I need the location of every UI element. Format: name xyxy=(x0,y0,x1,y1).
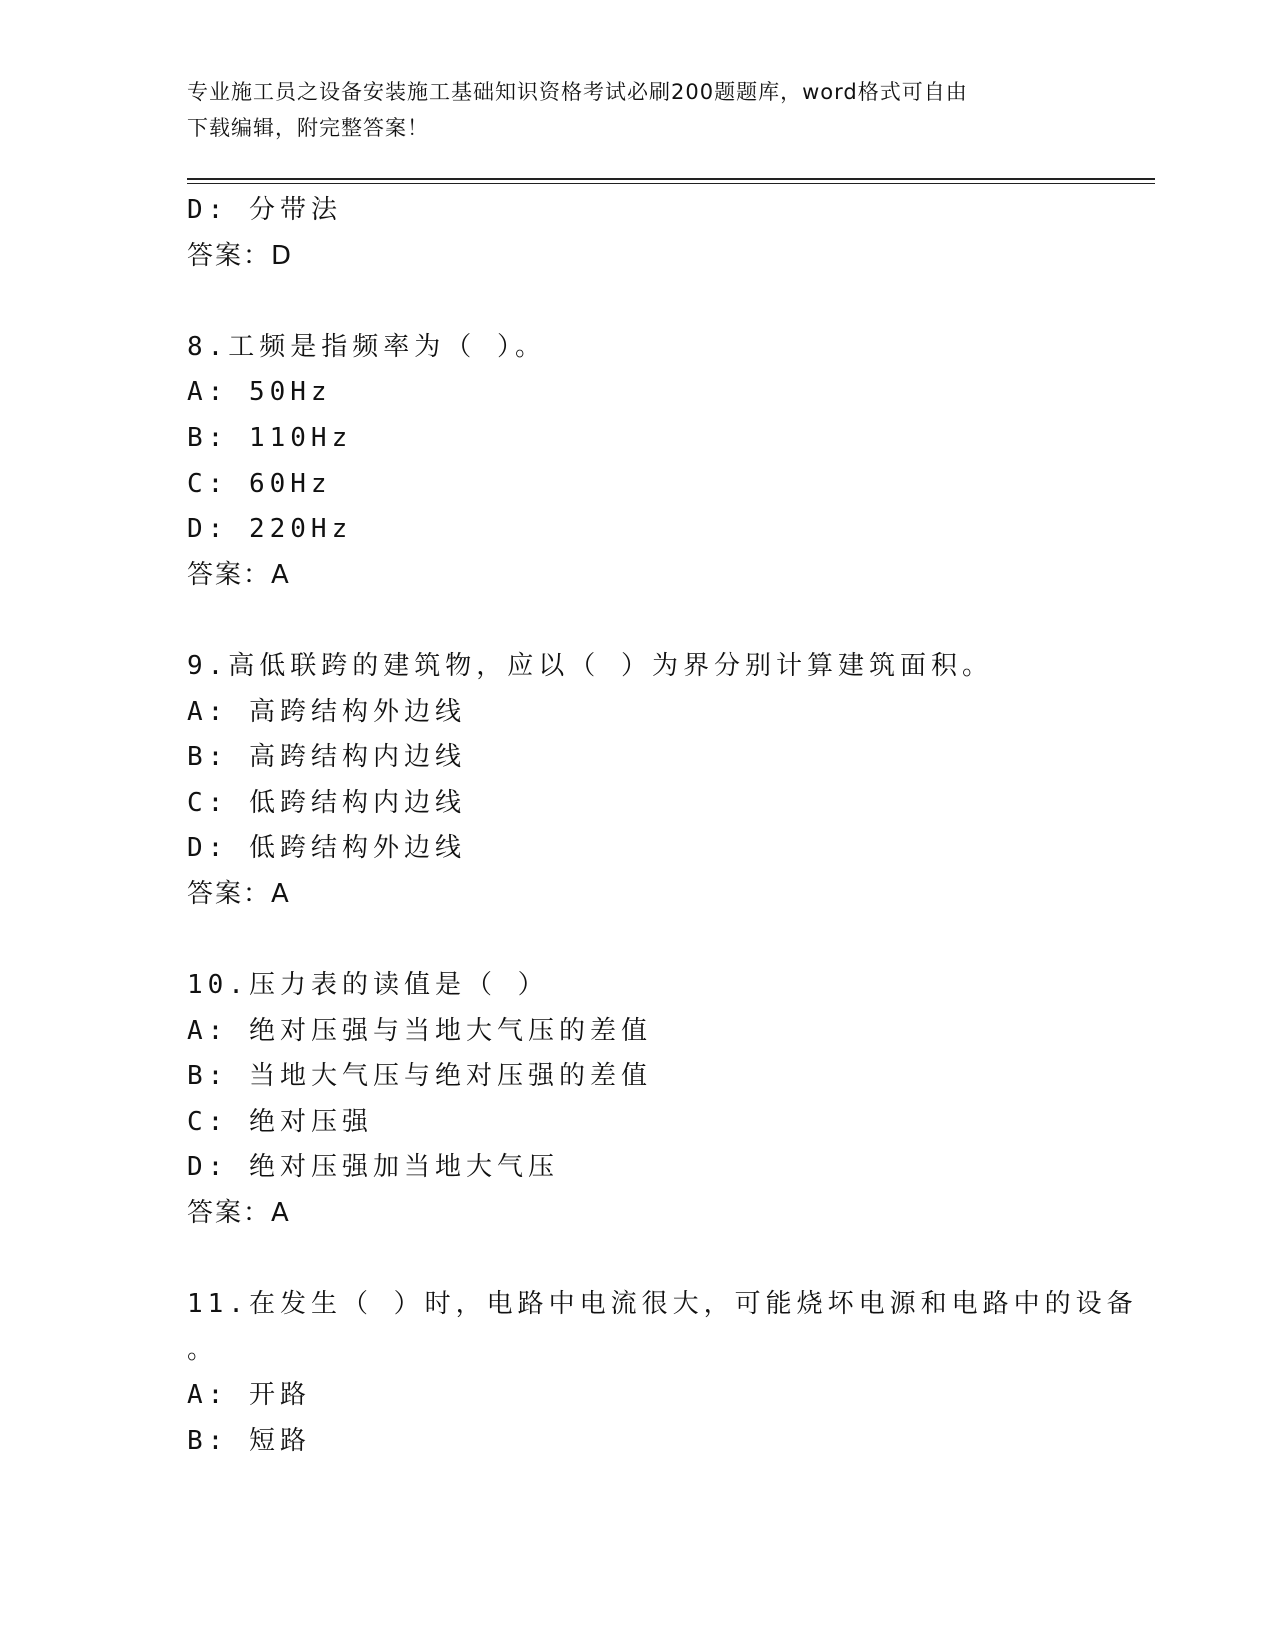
option-a: A: 50Hz xyxy=(187,377,332,408)
header-title-line-1: 专业施工员之设备安装施工基础知识资格考试必刷200题题库，word格式可自由 xyxy=(187,80,968,104)
question-8 xyxy=(187,325,1087,599)
header-title-line-2: 下载编辑，附完整答案！ xyxy=(187,116,429,140)
question-list xyxy=(187,188,1138,1465)
answer-line: 答案：A xyxy=(187,559,291,590)
header-divider-thick xyxy=(187,178,1155,180)
question-stem: 11.在发生（ ）时，电路中电流很大，可能烧坏电源和电路中的设备 xyxy=(187,1289,1138,1320)
question-stem-continuation: 。 xyxy=(187,1334,219,1365)
option-c: C: 绝对压强 xyxy=(187,1106,373,1137)
option-d: D: 低跨结构外边线 xyxy=(187,833,466,864)
option-c: C: 低跨结构内边线 xyxy=(187,787,466,818)
option-a: A: 高跨结构外边线 xyxy=(187,696,466,727)
question-stem: 8.工频是指频率为（ ）。 xyxy=(187,331,546,362)
option-a: A: 绝对压强与当地大气压的差值 xyxy=(187,1015,652,1046)
option-b: B: 当地大气压与绝对压强的差值 xyxy=(187,1061,652,1092)
question-10 xyxy=(187,963,1087,1237)
option-b: B: 高跨结构内边线 xyxy=(187,742,466,773)
answer-line: 答案：A xyxy=(187,878,291,909)
question-stem: 9.高低联跨的建筑物，应以（ ）为界分别计算建筑面积。 xyxy=(187,650,993,681)
question-stem: 10.压力表的读值是（ ） xyxy=(187,970,549,1001)
document-header xyxy=(187,74,1087,146)
option-d: D: 分带法 xyxy=(187,195,342,225)
answer-line: 答案：A xyxy=(187,1198,291,1229)
question-7-tail xyxy=(187,188,1087,279)
question-11 xyxy=(187,1282,1138,1464)
question-spacer xyxy=(187,598,1087,644)
option-a: A: 开路 xyxy=(187,1380,311,1411)
question-9 xyxy=(187,644,1087,918)
header-divider-thin xyxy=(187,183,1155,184)
answer-line: 答案：D xyxy=(187,240,294,271)
option-b: B: 110Hz xyxy=(187,422,353,453)
option-d: D: 绝对压强加当地大气压 xyxy=(187,1152,559,1183)
question-spacer xyxy=(187,918,1087,964)
question-spacer xyxy=(187,1237,1087,1283)
option-c: C: 60Hz xyxy=(187,468,332,499)
option-d: D: 220Hz xyxy=(187,514,353,545)
question-spacer xyxy=(187,279,1087,325)
option-b: B: 短路 xyxy=(187,1426,311,1457)
